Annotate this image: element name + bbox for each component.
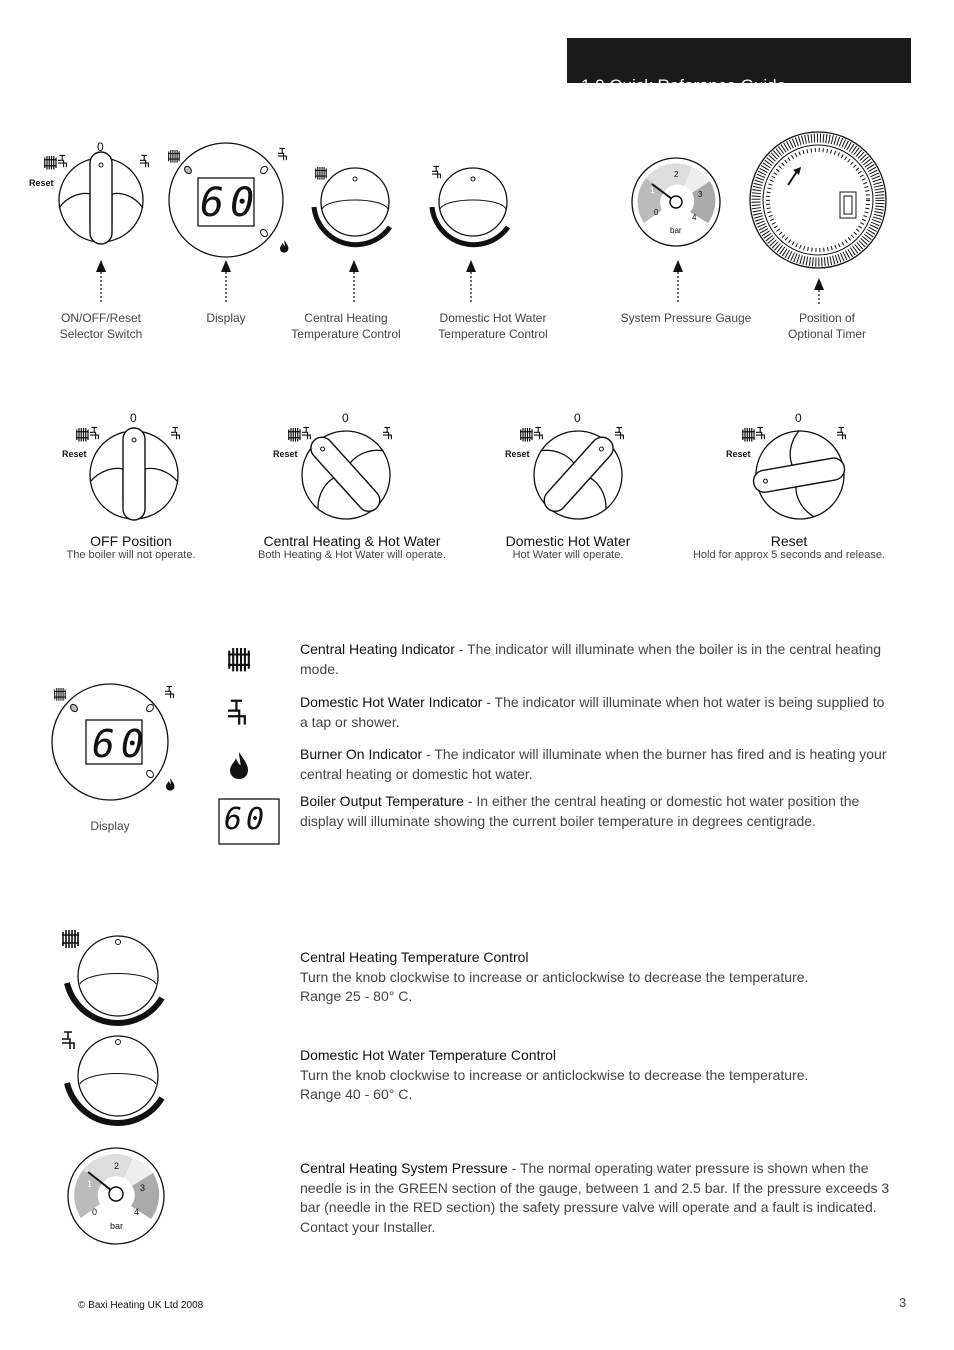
page-number: 3 [899,1295,907,1310]
control-name: Domestic Hot Water Temperature Control [300,1047,556,1063]
position-desc: Both Heating & Hot Water will operate. [258,549,446,561]
indicator-name: Burner On Indicator [300,746,423,762]
indicator-name: Domestic Hot Water Indicator [300,694,483,710]
switch-off-digit: 0 [342,411,349,425]
position-reset [674,533,904,561]
position-desc: Hold for approx 5 seconds and release. [692,549,885,561]
gauge-tick: 4 [134,1207,140,1217]
reset-label: Reset [726,449,751,459]
tap-icon [837,427,845,439]
dhw-temp-knob-diagram [58,1028,168,1128]
selector-switch-diagram [28,140,168,250]
switch-off-digit: 0 [574,411,581,425]
reset-label: Reset [62,449,87,459]
dhw-temp-control-text: Domestic Hot Water Temperature Control Turn the knob clockwise to increase or anticlockwise to decrease the temperature. Range 40 - 60° C. [300,1047,809,1102]
position-title: Central Heating & Hot Water [263,533,441,549]
gauge-tick: 2 [114,1161,120,1171]
ch-control-label: Central Heating Temperature Control [291,311,401,341]
display-caption: Display [90,819,130,833]
position-dhw [478,533,658,561]
dhw-temp-control-diagram [428,165,518,255]
switch-off-digit: 0 [97,140,104,154]
indicator-dhw: Domestic Hot Water Indicator - The indicator will illuminate when hot water is being supplied to a tap or shower. [300,694,885,730]
tap-icon [615,427,623,439]
reset-label: Reset [273,449,298,459]
radiator-icon [315,167,327,180]
tap-icon [58,155,66,167]
indicator-ch: Central Heating Indicator - The indicator will illuminate when the boiler is in the central heating mode. [300,641,882,677]
ch-temp-control-text: Central Heating Temperature Control Turn the knob clockwise to increase or anticlockwise to decrease the temperature. Range 25 - 80° C. [300,949,809,1004]
tap-icon [278,148,286,160]
position-desc: Hot Water will operate. [512,549,624,561]
ch-temp-knob-diagram [58,928,168,1028]
radiator-icon [168,150,180,163]
tap-icon [756,427,764,439]
dhw-control-label: Domestic Hot Water Temperature Control [438,311,548,341]
gauge-tick: 2 [674,170,679,179]
switch-off-digit: 0 [795,411,802,425]
switch-ch-hw-diagram [270,410,410,520]
position-desc: The boiler will not operate. [66,549,196,561]
position-ch-hw [232,533,472,561]
tap-icon [140,155,148,167]
switch-label: ON/OFF/Reset Selector Switch [59,311,143,341]
section-title: 1.0 Quick Reference Guide [581,76,787,95]
hot-water-indicator-icon [228,698,256,726]
reset-label: Reset [505,449,530,459]
pressure-name: Central Heating System Pressure [300,1160,508,1176]
central-heating-indicator-icon [228,648,254,674]
radiator-icon [44,156,57,170]
display-label: Display [206,311,246,325]
gauge-unit: bar [670,226,682,235]
gauge-tick: 4 [692,213,697,222]
switch-reset-diagram [724,410,864,520]
gauge-tick: 1 [87,1179,93,1189]
gauge-tick: 3 [698,190,703,199]
position-title: OFF Position [90,533,172,549]
switch-off-digit: 0 [130,411,137,425]
tap-icon [165,686,173,698]
burner-indicator-icon [230,752,250,780]
gauge-label: System Pressure Gauge [620,311,752,325]
flame-icon [166,778,174,791]
indicator-boiler-temp: Boiler Output Temperature - In either the central heating or domestic hot water position the display will illuminate showing the current boiler temperature in degrees centigrade. [300,793,860,829]
reset-label: Reset [29,178,54,188]
pointer-arrows [0,250,954,310]
radiator-icon [76,428,89,442]
gauge-unit: bar [110,1221,124,1231]
radiator-icon [62,930,79,948]
position-title: Reset [770,533,808,549]
timer-diagram [748,130,888,270]
indicator-name: Central Heating Indicator [300,641,455,657]
ch-temp-control-diagram [310,165,400,255]
tap-icon [171,427,179,439]
copyright: © Baxi Heating UK Ltd 2008 [78,1300,204,1311]
switch-off-diagram [58,410,198,520]
timer-label: Position of Optional Timer [787,311,867,341]
tap-icon [432,166,440,178]
tap-icon [62,1032,74,1049]
radiator-icon [54,688,66,701]
switch-dhw-diagram [502,410,642,520]
radiator-icon [288,428,301,442]
radiator-icon [520,428,533,442]
pressure-text: Central Heating System Pressure - The normal operating water pressure is shown when the needle is in the GREEN section of the gauge, between 1 and 2.5 bar. If the pressure exceeds 3 bar (needle in the RED section) the safety pressure valve will operate and a fault is indicated. Contact your Installer. [300,1160,890,1235]
radiator-icon [742,428,755,442]
tap-icon [302,427,310,439]
indicator-name: Boiler Output Temperature [300,793,464,809]
tap-icon [383,427,391,439]
gauge-tick: 1 [650,186,655,195]
position-off [31,533,231,561]
gauge-tick: 0 [654,208,659,217]
control-name: Central Heating Temperature Control [300,949,529,965]
gauge-tick: 3 [140,1183,146,1193]
temperature-readout: 60 [224,802,269,837]
position-title: Domestic Hot Water [505,533,631,549]
tap-icon [534,427,542,439]
indicator-burner: Burner On Indicator - The indicator will illuminate when the burner has fired and is heating your central heating or domestic hot water. [300,746,887,782]
section-header [567,38,911,95]
gauge-tick: 0 [92,1207,98,1217]
temperature-readout: 60 [92,722,150,766]
temperature-readout: 60 [200,180,261,226]
tap-icon [90,427,98,439]
